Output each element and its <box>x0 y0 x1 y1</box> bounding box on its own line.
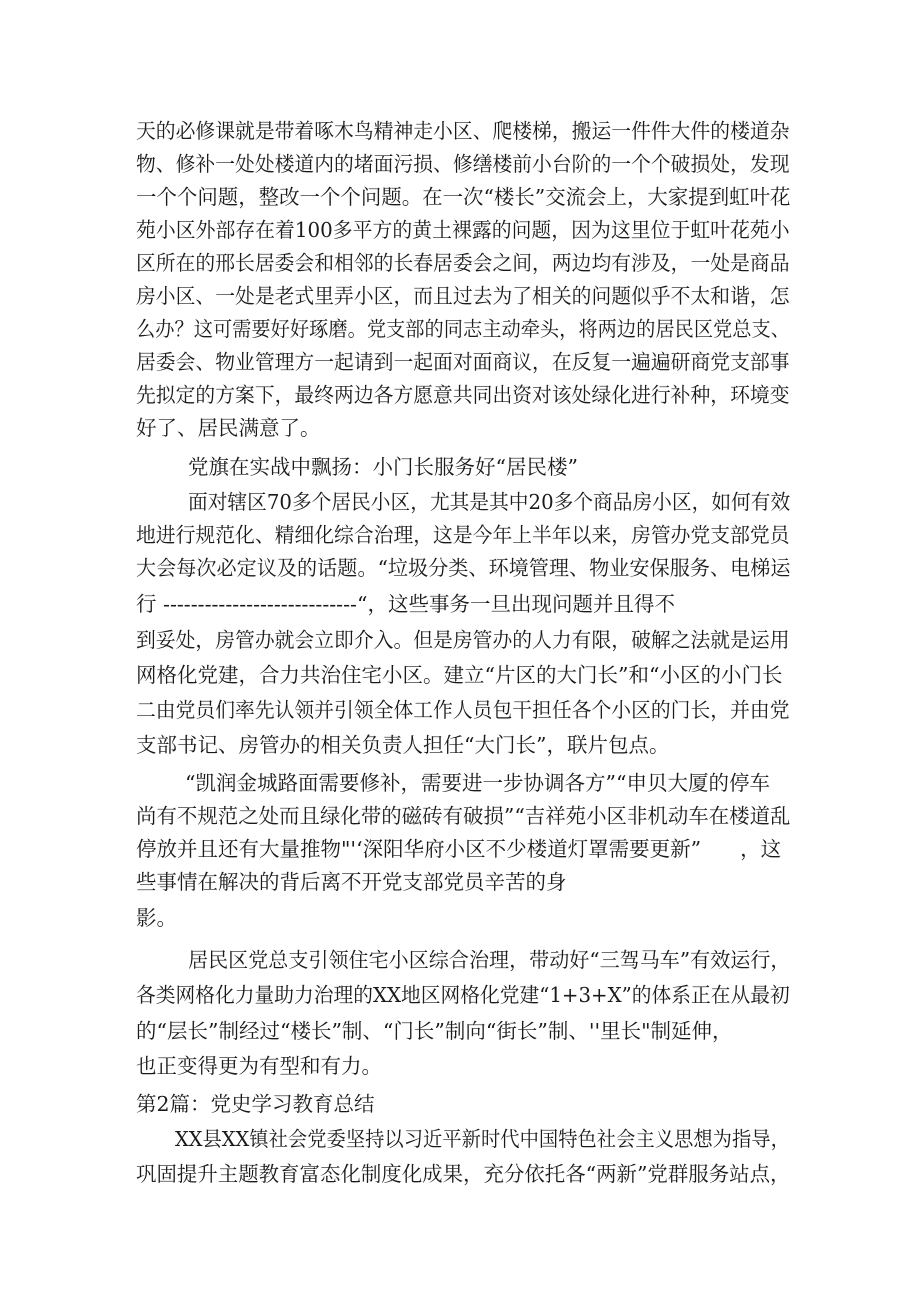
text-line: 停放并且还有大量推物"'‘深阳华府小区不少楼道灯罩需要更新” ，这 <box>136 837 782 861</box>
section-heading: 党旗在实战中飘扬：小门长服务好“居民楼” <box>188 455 578 479</box>
text-line: 的“层长”制经过“楼长”制、“门长”制向“街长”制、''里长"制延伸， <box>136 1019 733 1043</box>
text-line: 苑小区外部存在着100多平方的黄土裸露的问题，因为这里位于虹叶花苑小 <box>136 218 790 242</box>
text-line: 居委会、物业管理方一起请到一起面对面商议，在反复一遍遍研商党支部事 <box>136 350 790 374</box>
text-line: 网格化党建，合力共治住宅小区。建立“片区的大门长”和“小区的小门长 <box>136 663 783 687</box>
text-line: 区所在的邢长居委会和相邻的长春居委会之间，两边均有涉及，一处是商品 <box>136 251 790 275</box>
text-line: 各类网格化力量助力治理的XX地区网格化党建“1+3+X”的体系正在从最初 <box>136 983 790 1007</box>
text-line: 大会每次必定议及的话题。“垃圾分类、环境管理、物业安保服务、电梯运 <box>136 556 791 580</box>
text-line: 行 ----------------------------“，这些事务一旦出现问题并且得不 <box>136 592 675 616</box>
text-line: 一个个问题，整改一个个问题。在一次“楼长”交流会上，大家提到虹叶花 <box>136 185 791 209</box>
text-line: 影。 <box>136 906 177 930</box>
text-line: 地进行规范化、精细化综合治理，这是今年上半年以来，房管办党支部党员 <box>136 523 790 547</box>
section-title: 第2篇：党史学习教育总结 <box>136 1092 375 1116</box>
text-line: 么办？这可需要好好琢磨。党支部的同志主动牵头，将两边的居民区党总支、 <box>136 317 790 341</box>
text-line: 好了、居民满意了。 <box>136 416 321 440</box>
text-line: “凯润金城路面需要修补，需要进一步协调各方”“申贝大厦的停车 <box>185 771 770 795</box>
text-line: 物、修补一处处楼道内的堵面污损、修缮楼前小台阶的一个个破损处，发现 <box>136 152 790 176</box>
text-line: 天的必修课就是带着啄木鸟精神走小区、爬楼梯，搬运一件件大件的楼道杂 <box>136 119 790 143</box>
text-line: 巩固提升主题教育富态化制度化成果，充分依托各“两新”党群服务站点， <box>136 1162 791 1186</box>
text-line: 居民区党总支引领住宅小区综合治理，带动好“三驾马车”有效运行， <box>188 948 791 972</box>
text-line: 到妥处，房管办就会立即介入。但是房管办的人力有限，破解之法就是运用 <box>136 628 790 652</box>
text-line: 先拟定的方案下，最终两边各方愿意共同出资对该处绿化进行补种，环境变 <box>136 383 790 407</box>
text-line: 支部书记、房管办的相关负责人担任“大门长”，联片包点。 <box>136 733 670 757</box>
text-line: XX县XX镇社会党委坚持以习近平新时代中国特色社会主义思想为指导， <box>175 1127 790 1151</box>
text-line: 些事情在解决的背后离不开党支部党员辛苦的身 <box>136 870 567 894</box>
text-line: 二由党员们率先认领并引领全体工作人员包干担任各个小区的门长，并由党 <box>136 698 790 722</box>
text-line: 面对辖区70多个居民小区，尤其是其中20多个商品房小区，如何有效 <box>188 490 791 514</box>
text-line: 也正变得更为有型和有力。 <box>136 1054 382 1078</box>
text-line: 房小区、一处是老式里弄小区，而且过去为了相关的问题似乎不太和谐，怎 <box>136 284 790 308</box>
text-line: 尚有不规范之处而且绿化带的磁砖有破损”“吉祥苑小区非机动车在楼道乱 <box>136 804 791 828</box>
